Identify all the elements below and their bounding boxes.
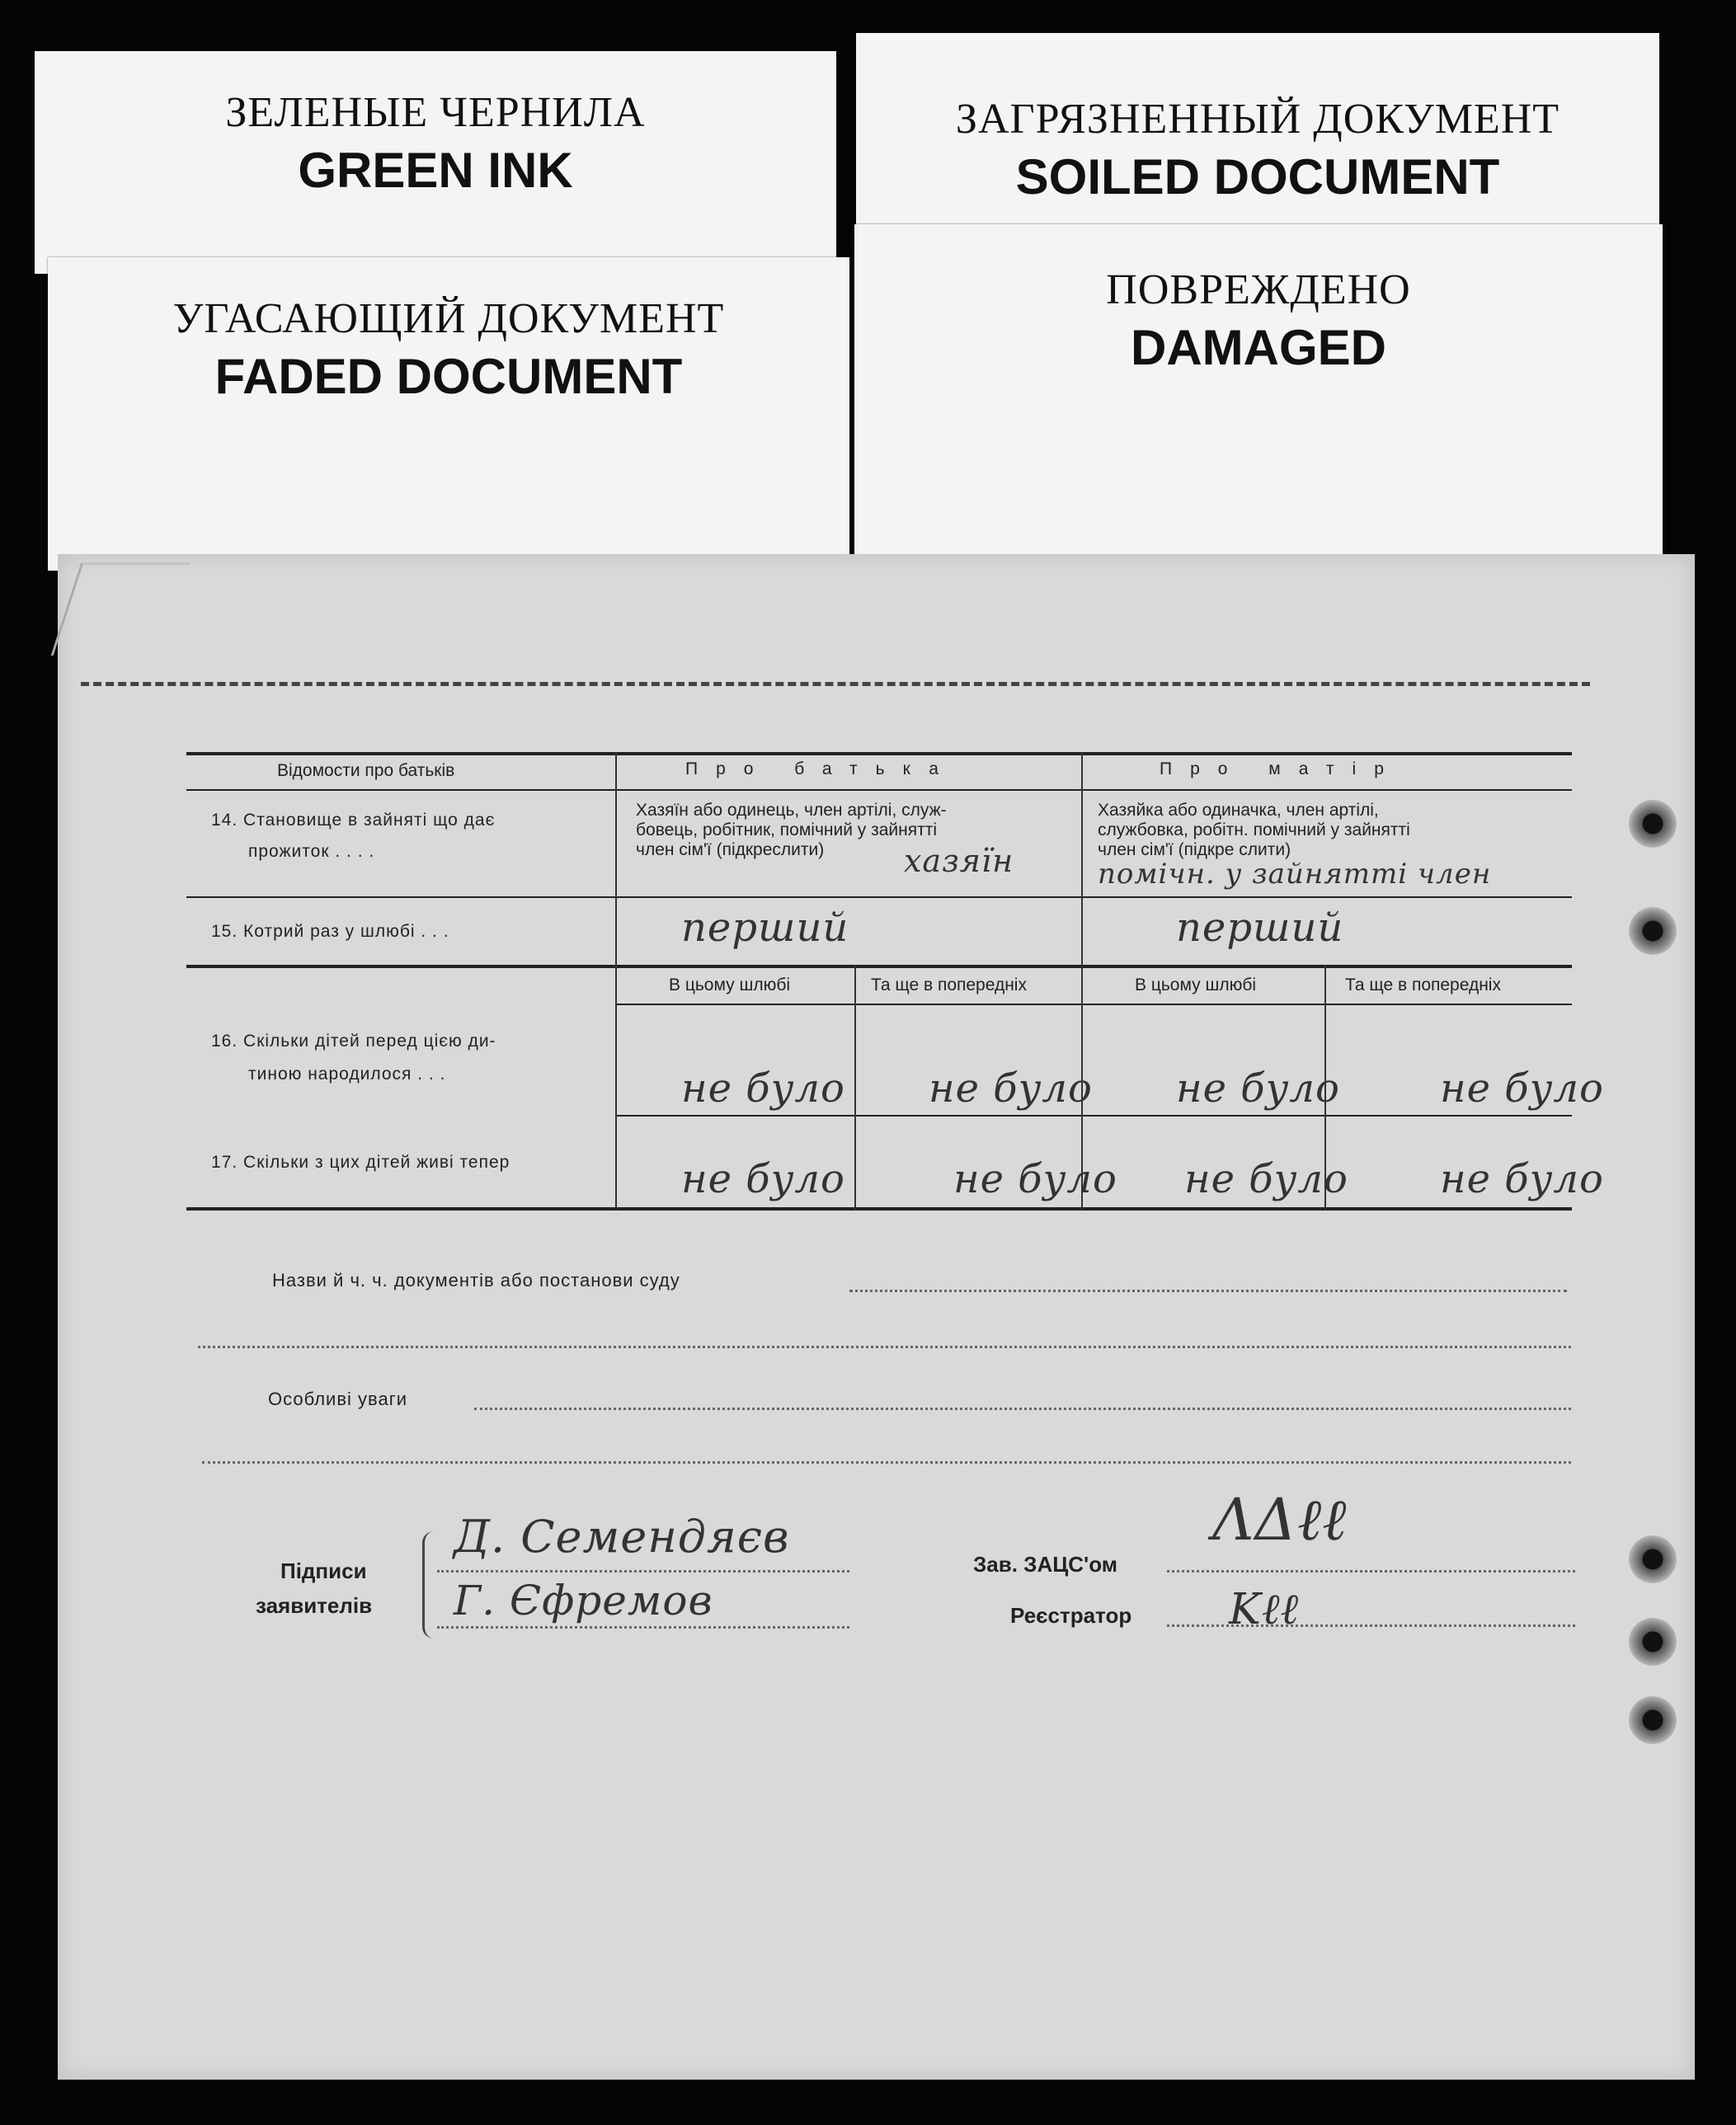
corner-fold [51, 562, 191, 656]
signature-2-line [437, 1626, 849, 1629]
documents-dotted-line-2 [198, 1346, 1571, 1348]
tear-off-dashed-line [81, 682, 1590, 686]
row14-label-2: прожиток . . . . [248, 842, 375, 861]
head-signature: ΛΔℓℓ [1212, 1486, 1348, 1554]
row14-father-handwritten: хазяїн [904, 843, 1014, 879]
subheader-mother-previous: Та ще в попередніх [1345, 976, 1501, 994]
binder-hole [1629, 907, 1677, 955]
row14-father-text-2: бовець, робітник, помічний у зайнятті [636, 820, 938, 839]
subheader-father-previous: Та ще в попередніх [871, 976, 1027, 994]
applicant-signature-2: Г. Єфремов [454, 1577, 713, 1624]
damaged-ru: ПОВРЕЖДЕНО [1106, 266, 1411, 313]
head-of-registry-label: Зав. ЗАЦС'ом [973, 1552, 1117, 1577]
parents-info-table [186, 752, 1604, 1210]
applicant-signature-1: Д. Семендяєв [454, 1511, 790, 1563]
row14-mother-text-3: член сім'ї (підкре слити) [1098, 840, 1291, 859]
binder-hole [1629, 1618, 1677, 1666]
header-mother: Про матір [1160, 759, 1402, 778]
soiled-document-en: SOILED DOCUMENT [1015, 149, 1500, 205]
registrar-signature: Kℓℓ [1229, 1585, 1300, 1634]
binder-hole [1629, 800, 1677, 848]
row14-mother-handwritten: помічн. у зайнятті член [1098, 858, 1492, 891]
signatures-label-1: Підписи [280, 1558, 367, 1583]
registration-form-sheet [58, 554, 1695, 2080]
row14-father-text-1: Хазяїн або одинець, член артілі, служ- [636, 801, 947, 820]
row16-value: не було [929, 1065, 1093, 1112]
signatures-brace [422, 1531, 436, 1638]
green-ink-label-card [35, 51, 836, 274]
header-father: Про батька [685, 759, 957, 778]
row16-value: не було [681, 1065, 845, 1112]
binder-hole [1629, 1535, 1677, 1583]
signature-1-line [437, 1570, 849, 1573]
header-parents-info: Відомости про батьків [277, 761, 455, 780]
documents-dotted-line [849, 1290, 1567, 1292]
row17-value: не було [681, 1156, 845, 1202]
row16-value: не було [1440, 1065, 1604, 1112]
row15-label: 15. Котрий раз у шлюбі . . . [211, 922, 449, 941]
row15-father-handwritten: перший [681, 905, 849, 951]
row17-value: не було [953, 1156, 1117, 1202]
binder-hole [1629, 1696, 1677, 1744]
row16-label-2: тиною народилося . . . [248, 1065, 446, 1084]
documents-label: Назви й ч. ч. документів або постанови суду [272, 1270, 680, 1291]
row14-father-text-3: член сім'ї (підкреслити) [636, 840, 825, 859]
signatures-label-2: заявителів [256, 1593, 373, 1618]
green-ink-ru: ЗЕЛЕНЫЕ ЧЕРНИЛА [225, 89, 646, 136]
head-signature-line [1167, 1570, 1575, 1573]
row14-label-1: 14. Становище в зайняті що дає [211, 811, 496, 830]
remarks-dotted-line [474, 1408, 1571, 1410]
green-ink-en: GREEN INK [298, 143, 573, 198]
row14-mother-text-1: Хазяйка або одиначка, член артілі, [1098, 801, 1379, 820]
subheader-mother-this-marriage: В цьому шлюбі [1135, 976, 1257, 994]
faded-document-label-card [48, 257, 849, 571]
row17-value: не було [1184, 1156, 1348, 1202]
row16-value: не було [1176, 1065, 1340, 1112]
registrar-label: Реєстратор [1010, 1603, 1132, 1628]
soiled-document-ru: ЗАГРЯЗНЕННЫЙ ДОКУМЕНТ [955, 96, 1560, 143]
row15-mother-handwritten: перший [1176, 905, 1344, 951]
remarks-dotted-line-2 [202, 1461, 1571, 1464]
row17-label: 17. Скільки з цих дітей живі тепер [211, 1153, 510, 1172]
row14-mother-text-2: службовка, робітн. помічний у зайнятті [1098, 820, 1410, 839]
row16-label-1: 16. Скільки дітей перед цією ди- [211, 1032, 496, 1051]
row17-value: не було [1440, 1156, 1604, 1202]
remarks-label: Особливі уваги [268, 1389, 408, 1409]
faded-document-ru: УГАСАЮЩИЙ ДОКУМЕНТ [172, 295, 725, 342]
subheader-father-this-marriage: В цьому шлюбі [669, 976, 791, 994]
faded-document-en: FADED DOCUMENT [214, 349, 683, 404]
damaged-label-card [854, 224, 1663, 554]
damaged-en: DAMAGED [1131, 320, 1386, 375]
